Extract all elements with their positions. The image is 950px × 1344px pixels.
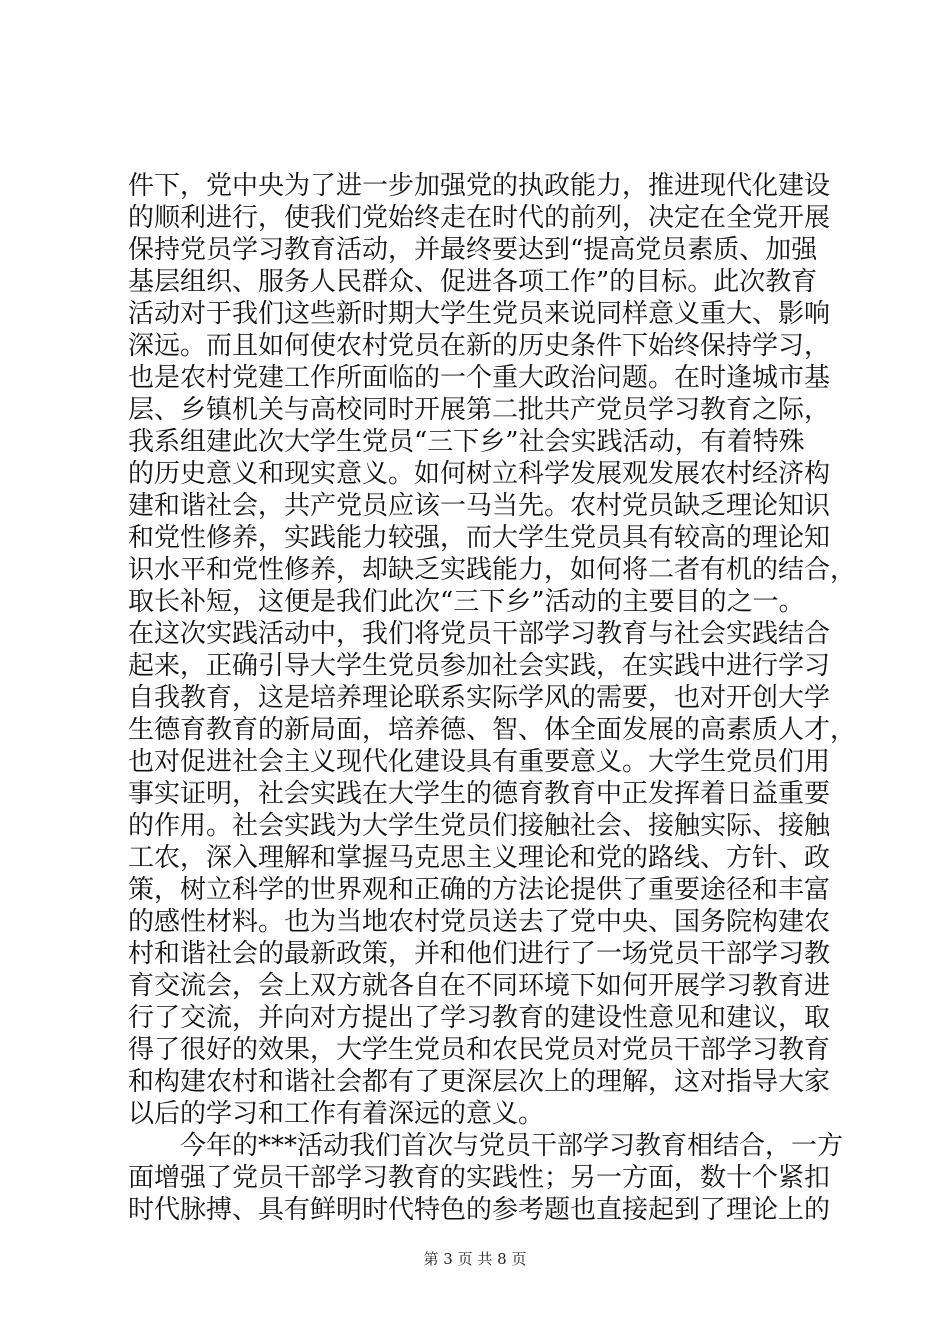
text-line: 的作用。社会实践为大学生党员们接触社会、接触实际、接触 bbox=[128, 811, 831, 841]
text-line: 也是农村党建工作所面临的一个重大政治问题。在时逢城市基 bbox=[128, 363, 831, 393]
text-line: 今年的***活动我们首次与党员干部学习教育相结合，一方 bbox=[128, 1131, 844, 1161]
text-line: 事实证明，社会实践在大学生的德育教育中正发挥着日益重要 bbox=[128, 779, 831, 809]
body-text bbox=[128, 170, 857, 1226]
text-line: 在这次实践活动中，我们将党员干部学习教育与社会实践结合 bbox=[128, 619, 831, 649]
page-number-footer: 第 3 页 共 8 页 bbox=[423, 1250, 527, 1268]
text-line: 基层组织、服务人民群众、促进各项工作”的目标。此次教育 bbox=[128, 267, 818, 297]
text-line: 村和谐社会的最新政策，并和他们进行了一场党员干部学习教 bbox=[128, 939, 831, 969]
text-line: 件下，党中央为了进一步加强党的执政能力，推进现代化建设 bbox=[128, 171, 831, 201]
text-line: 和党性修养，实践能力较强，而大学生党员具有较高的理论知 bbox=[128, 523, 831, 553]
text-line: 以后的学习和工作有着深远的意义。 bbox=[128, 1099, 545, 1129]
text-line: 我系组建此次大学生党员“三下乡”社会实践活动，有着特殊 bbox=[128, 427, 805, 457]
text-line: 活动对于我们这些新时期大学生党员来说同样意义重大、影响 bbox=[128, 299, 831, 329]
text-line: 层、乡镇机关与高校同时开展第二批共产党员学习教育之际， bbox=[128, 395, 831, 425]
text-line: 生德育教育的新局面，培养德、智、体全面发展的高素质人才， bbox=[128, 715, 857, 745]
text-line: 行了交流，并向对方提出了学习教育的建设性意见和建议，取 bbox=[128, 1003, 831, 1033]
text-line: 和构建农村和谐社会都有了更深层次上的理解，这对指导大家 bbox=[128, 1067, 831, 1097]
text-line: 起来，正确引导大学生党员参加社会实践，在实践中进行学习 bbox=[128, 651, 831, 681]
text-line: 深远。而且如何使农村党员在新的历史条件下始终保持学习， bbox=[128, 331, 831, 361]
text-line: 时代脉搏、具有鲜明时代特色的参考题也直接起到了理论上的 bbox=[128, 1195, 831, 1225]
text-line: 的顺利进行，使我们党始终走在时代的前列，决定在全党开展 bbox=[128, 203, 831, 233]
text-line: 的历史意义和现实意义。如何树立科学发展观发展农村经济构 bbox=[128, 459, 831, 489]
text-line: 面增强了党员干部学习教育的实践性；另一方面，数十个紧扣 bbox=[128, 1163, 831, 1193]
text-line: 得了很好的效果，大学生党员和农民党员对党员干部学习教育 bbox=[128, 1035, 831, 1065]
text-line: 育交流会，会上双方就各自在不同环境下如何开展学习教育进 bbox=[128, 971, 831, 1001]
text-line: 也对促进社会主义现代化建设具有重要意义。大学生党员们用 bbox=[128, 747, 831, 777]
text-line: 保持党员学习教育活动，并最终要达到“提高党员素质、加强 bbox=[128, 235, 818, 265]
text-line: 策，树立科学的世界观和正确的方法论提供了重要途径和丰富 bbox=[128, 875, 831, 905]
text-line: 的感性材料。也为当地农村党员送去了党中央、国务院构建农 bbox=[128, 907, 831, 937]
text-line: 自我教育，这是培养理论联系实际学风的需要，也对开创大学 bbox=[128, 683, 831, 713]
text-line: 识水平和党性修养，却缺乏实践能力，如何将二者有机的结合， bbox=[128, 555, 857, 585]
text-line: 建和谐社会，共产党员应该一马当先。农村党员缺乏理论知识 bbox=[128, 491, 831, 521]
text-line: 取长补短，这便是我们此次“三下乡”活动的主要目的之一。 bbox=[128, 587, 805, 617]
text-line: 工农，深入理解和掌握马克思主义理论和党的路线、方针、政 bbox=[128, 843, 831, 873]
